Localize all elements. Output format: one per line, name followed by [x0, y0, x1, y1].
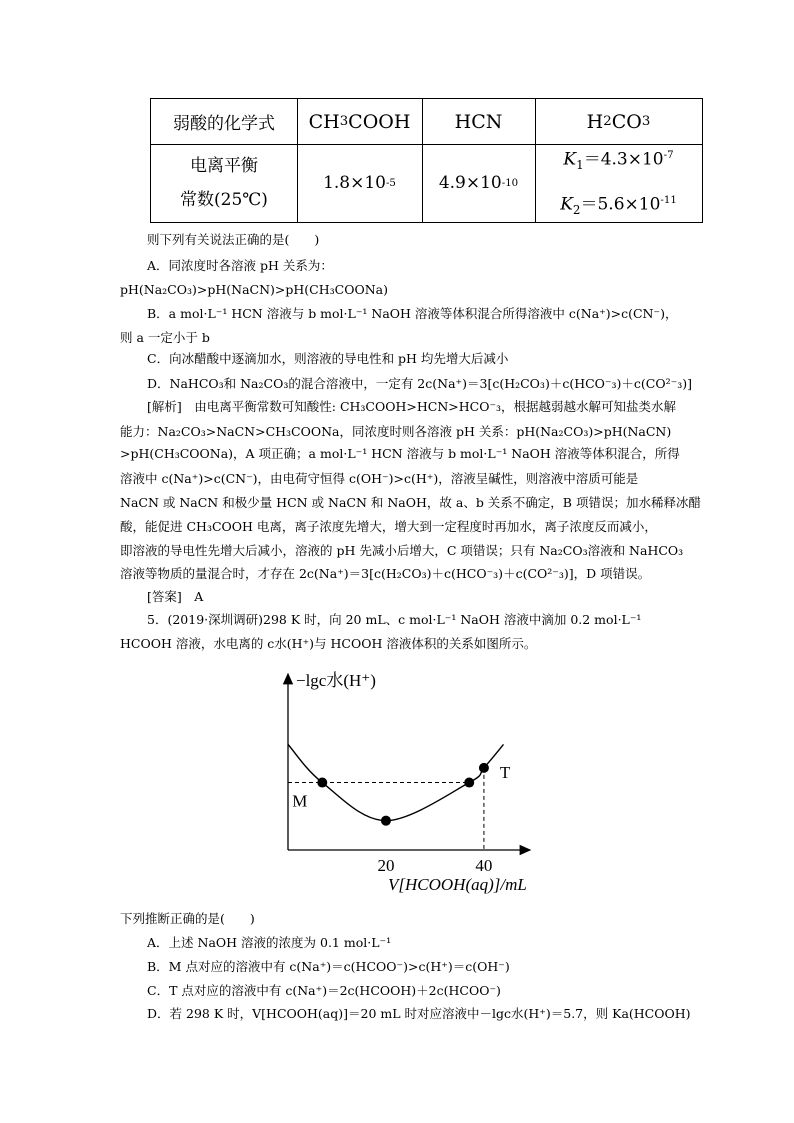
k2: $K_2=5.6\times 10^{-11}$	[560, 194, 677, 218]
k-h2co3	[535, 144, 702, 222]
analysis-line-4: 溶液中 c(Na⁺)>c(CN⁻)，由电荷守恒得 c(OH⁻)>c(H⁺)，溶液呈碱性，则溶液中溶质可能是	[120, 471, 639, 486]
row-label-line1: 电离平衡	[190, 156, 258, 176]
analysis-line-6: 酸，能促进 CH₃COOH 电离，离子浓度先增大，增大到一定程度时再加水，离子浓度反而减小，	[120, 519, 657, 534]
q5-option-d: D．若 298 K 时，V[HCOOH(aq)]＝20 mL 时对应溶液中－lgc水(H⁺)＝5.7，则 Ka(HCOOH)	[147, 1006, 691, 1021]
q4-option-b-line2: 则 a 一定小于 b	[120, 330, 210, 345]
q5-option-b: B．M 点对应的溶液中有 c(Na⁺)＝c(HCOO⁻)>c(H⁺)＝c(OH⁻)	[147, 959, 510, 974]
row-label-line2: 常数(25℃)	[180, 190, 268, 210]
data-point-1	[381, 816, 391, 826]
table-header-ch3cooh: CH 3 COOH	[308, 110, 411, 133]
data-point-0	[317, 778, 327, 788]
ka-ch3cooh: 1.8×10 -5	[323, 173, 396, 193]
answer: [答案] A	[147, 589, 204, 604]
table-row-label	[151, 144, 297, 222]
ka-hcn: 4.9×10 -10	[438, 173, 519, 193]
analysis-line-7: 即溶液的导电性先增大后减小，溶液的 pH 先减小后增大，C 项错误；只有 Na₂CO₃溶液和 NaHCO₃	[120, 543, 684, 558]
q5-option-a: A．上述 NaOH 溶液的浓度为 0.1 mol·L⁻¹	[147, 935, 392, 950]
analysis-line-5: NaCN 或 NaCN 和极少量 HCN 或 NaCN 和 NaOH，故 a、b 关系不确定，B 项错误；加水稀释冰醋	[120, 495, 701, 510]
table-header-label: 弱酸的化学式	[173, 114, 275, 134]
analysis-line-3: >pH(CH₃COONa)，A 项正确；a mol·L⁻¹ HCN 溶液与 b mol·L⁻¹ NaOH 溶液等体积混合，所得	[120, 446, 680, 461]
analysis-line-1: [解析] 由电离平衡常数可知酸性: CH₃COOH>HCN>HCO⁻₃，根据越弱越水解可知盐类水解	[147, 399, 677, 414]
q4-option-d: D．NaHCO₃和 Na₂CO₃的混合溶液中，一定有 2c(Na⁺)＝3[c(H₂CO₃)＋c(HCO⁻₃)＋c(CO²⁻₃)]	[147, 376, 692, 391]
q5-stem-line1: 5．(2019·深圳调研)298 K 时，向 20 mL、c mol·L⁻¹ NaOH 溶液中滴加 0.2 mol·L⁻¹	[147, 612, 642, 627]
table-header-h2co3: H 2 CO 3	[586, 110, 651, 133]
analysis-line-8: 溶液等物质的量混合时，才存在 2c(Na⁺)＝3[c(H₂CO₃)＋c(HCO⁻₃)＋c(CO²⁻₃)]，D 项错误。	[120, 566, 651, 581]
q4-stem: 则下列有关说法正确的是( )	[147, 232, 320, 247]
x-axis-label: V[HCOOH(aq)]/mL	[388, 875, 527, 894]
q5-stem-line2: HCOOH 溶液，水电离的 c水(H⁺)与 HCOOH 溶液体积的关系如图所示。	[120, 636, 537, 651]
data-point-3	[479, 763, 489, 773]
q5-ask: 下列推断正确的是( )	[120, 911, 255, 926]
titration-curve-chart	[0, 660, 794, 930]
data-point-2	[464, 778, 474, 788]
q4-option-a-line1: A．同浓度时各溶液 pH 关系为：	[147, 258, 333, 273]
ionization-constants-table	[150, 98, 703, 223]
q4-option-b-line1: B．a mol·L⁻¹ HCN 溶液与 b mol·L⁻¹ NaOH 溶液等体积混合所得溶液中 c(Na⁺)>c(CN⁻)，	[147, 306, 678, 321]
point-label-m: M	[292, 791, 308, 811]
analysis-line-2: 能力：Na₂CO₃>NaCN>CH₃COONa，同浓度时则各溶液 pH 关系：pH(Na₂CO₃)>pH(NaCN)	[120, 424, 672, 439]
x-tick-label-0: 20	[377, 856, 395, 875]
k1: $K_1=4.3\times 10^{-7}$	[563, 149, 674, 172]
point-label-t: T	[499, 762, 511, 782]
y-axis-label: −lgc水(H⁺)	[296, 671, 376, 690]
q5-option-c: C．T 点对应的溶液中有 c(Na⁺)＝2c(HCOOH)＋2c(HCOO⁻)	[147, 983, 501, 998]
table-header-hcn: HCN	[454, 110, 503, 133]
x-tick-label-1: 40	[475, 856, 493, 875]
q4-option-c: C．向冰醋酸中逐滴加水，则溶液的导电性和 pH 均先增大后减小	[147, 351, 509, 366]
q4-option-a-line2: pH(Na₂CO₃)>pH(NaCN)>pH(CH₃COONa)	[120, 282, 388, 297]
